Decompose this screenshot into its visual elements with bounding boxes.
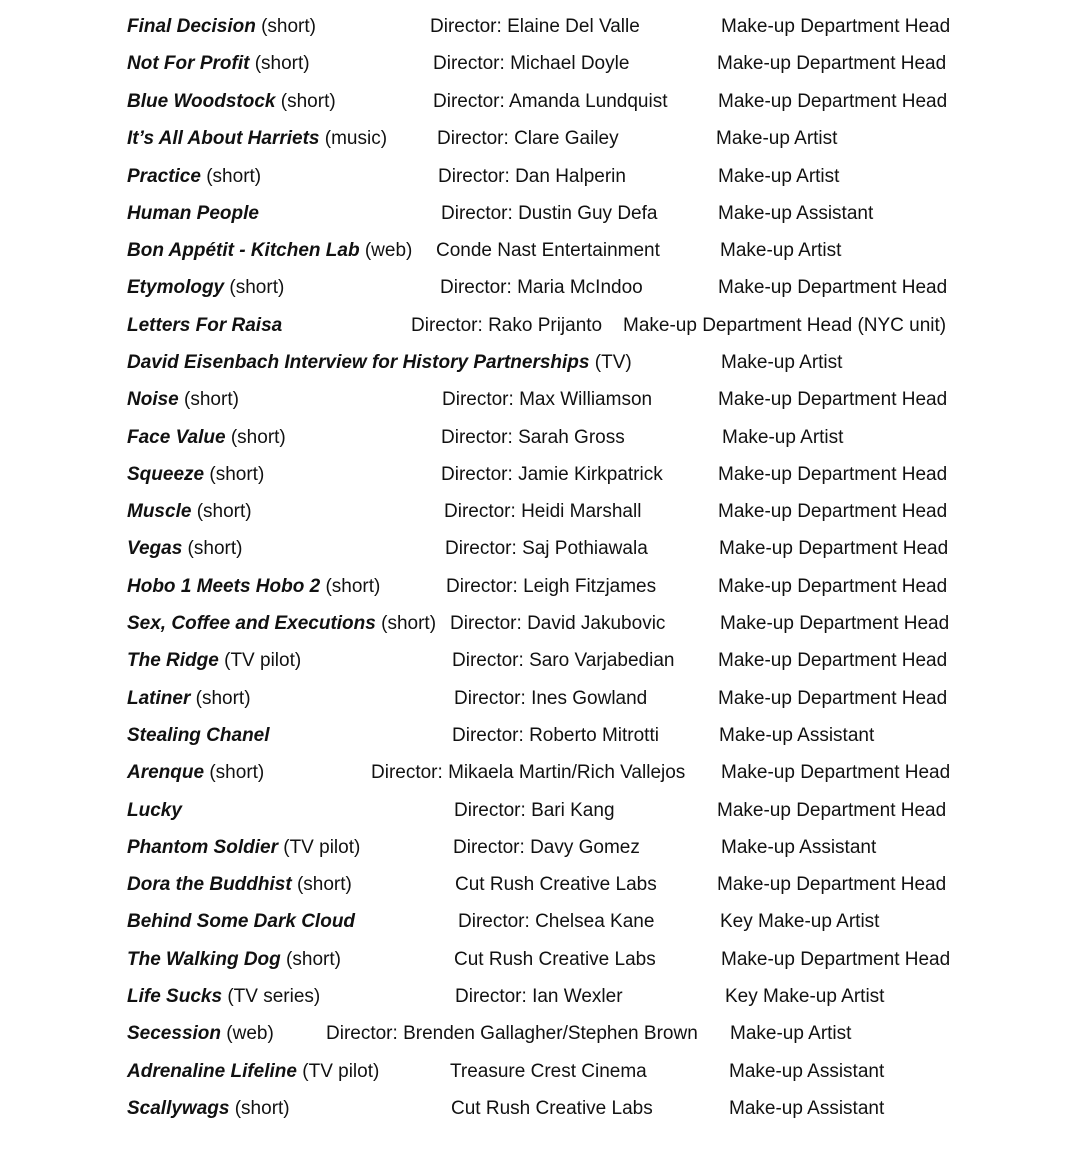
credit-title: David Eisenbach Interview for History Partnerships — [127, 352, 590, 373]
credit-row — [0, 52, 1085, 82]
credit-title: Sex, Coffee and Executions — [127, 613, 376, 634]
credit-role: Make-up Artist — [716, 128, 838, 149]
credit-title-cell — [127, 1060, 379, 1084]
credit-format: (TV) — [589, 352, 632, 373]
credit-title: It’s All About Harriets — [127, 128, 320, 149]
credit-row — [0, 649, 1085, 679]
credit-director: Director: Saj Pothiawala — [445, 538, 648, 559]
credit-format: (short) — [204, 762, 265, 783]
credit-role: Make-up Department Head — [719, 538, 949, 559]
credit-row — [0, 426, 1085, 456]
credit-role: Make-up Assistant — [719, 725, 875, 746]
credit-format: (short) — [229, 1098, 290, 1119]
credit-row — [0, 314, 1085, 344]
credit-director: Cut Rush Creative Labs — [451, 1098, 653, 1119]
credit-title: Scallywags — [127, 1098, 230, 1119]
credit-row — [0, 276, 1085, 306]
credit-role: Make-up Artist — [730, 1023, 852, 1044]
credit-title-cell — [127, 687, 251, 711]
credit-director: Treasure Crest Cinema — [450, 1061, 647, 1082]
credit-row — [0, 1097, 1085, 1127]
credit-title-cell — [127, 948, 341, 972]
credit-format: (short) — [178, 389, 239, 410]
credit-row — [0, 799, 1085, 829]
credit-director: Director: Heidi Marshall — [444, 501, 642, 522]
credit-row — [0, 836, 1085, 866]
credit-title: Face Value — [127, 427, 226, 448]
credit-director: Director: Michael Doyle — [433, 53, 630, 74]
credit-role: Key Make-up Artist — [720, 911, 880, 932]
credit-title-cell — [127, 612, 436, 636]
credit-director: Director: Mikaela Martin/Rich Vallejos — [371, 762, 686, 783]
credit-director: Conde Nast Entertainment — [436, 240, 660, 261]
credit-title: Letters For Raisa — [127, 315, 283, 336]
credit-role: Make-up Department Head — [718, 576, 948, 597]
credit-role: Make-up Artist — [722, 427, 844, 448]
credit-role: Make-up Department Head — [721, 16, 951, 37]
credit-role: Make-up Artist — [718, 166, 840, 187]
credit-title: Adrenaline Lifeline — [127, 1061, 297, 1082]
credit-role: Make-up Assistant — [729, 1061, 885, 1082]
credit-row — [0, 1060, 1085, 1090]
credit-role: Make-up Department Head — [718, 91, 948, 112]
credit-role: Make-up Department Head — [721, 762, 951, 783]
credit-director: Director: Sarah Gross — [441, 427, 625, 448]
credit-title-cell — [127, 426, 286, 450]
credit-role: Make-up Department Head — [718, 650, 948, 671]
credit-title-cell — [127, 388, 239, 412]
credit-director: Director: Dustin Guy Defa — [441, 203, 658, 224]
credit-title: Arenque — [127, 762, 205, 783]
credit-title: Dora the Buddhist — [127, 874, 292, 895]
credit-director: Director: Brenden Gallagher/Stephen Brown — [326, 1023, 698, 1044]
credit-role: Make-up Department Head — [717, 874, 947, 895]
credit-row — [0, 500, 1085, 530]
credit-title-cell — [127, 314, 282, 338]
credit-director: Director: Ian Wexler — [455, 986, 623, 1007]
credit-director: Director: Rako Prijanto — [411, 315, 603, 336]
credit-title: Behind Some Dark Cloud — [127, 911, 356, 932]
credit-role: Make-up Department Head — [718, 389, 948, 410]
credit-row — [0, 15, 1085, 45]
credit-title-cell — [127, 537, 242, 561]
credit-title-cell — [127, 165, 261, 189]
credit-role: Make-up Department Head — [718, 464, 948, 485]
credit-format: (short) — [200, 166, 262, 187]
credit-row — [0, 537, 1085, 567]
credit-title-cell — [127, 463, 264, 487]
credit-format: (short) — [225, 427, 286, 448]
credit-title: Final Decision — [127, 16, 256, 37]
credit-title-cell — [127, 836, 360, 860]
credit-director: Director: David Jakubovic — [450, 613, 666, 634]
credit-row — [0, 351, 1085, 381]
credit-title-cell — [127, 351, 632, 375]
credit-title-cell — [127, 575, 380, 599]
credit-title: The Ridge — [127, 650, 219, 671]
credit-row — [0, 463, 1085, 493]
credit-director: Cut Rush Creative Labs — [455, 874, 657, 895]
credit-row — [0, 1022, 1085, 1052]
credit-title-cell — [127, 985, 320, 1009]
credit-title: Squeeze — [127, 464, 205, 485]
credit-title-cell — [127, 724, 270, 748]
credit-title: The Walking Dog — [127, 949, 281, 970]
credit-title-cell — [127, 127, 387, 151]
credit-row — [0, 90, 1085, 120]
credit-title-cell — [127, 202, 259, 226]
credit-title-cell — [127, 276, 284, 300]
credit-format: (short) — [280, 949, 341, 970]
credit-director: Director: Jamie Kirkpatrick — [441, 464, 663, 485]
credit-format: (short) — [249, 53, 310, 74]
credit-format: (TV pilot) — [296, 1061, 380, 1082]
credit-title: Latiner — [127, 688, 191, 709]
credit-row — [0, 388, 1085, 418]
credit-format: (web) — [221, 1023, 274, 1044]
credit-title-cell — [127, 52, 310, 76]
credit-row — [0, 724, 1085, 754]
credit-title: Bon Appétit - Kitchen Lab — [127, 240, 360, 261]
credit-title-cell — [127, 873, 352, 897]
credit-format: (short) — [224, 277, 285, 298]
credit-format: (TV series) — [222, 986, 321, 1007]
credit-format: (short) — [190, 688, 251, 709]
credit-role: Make-up Department Head — [720, 613, 950, 634]
credit-row — [0, 761, 1085, 791]
credit-director: Director: Ines Gowland — [454, 688, 648, 709]
credit-title: Hobo 1 Meets Hobo 2 — [127, 576, 321, 597]
credit-title-cell — [127, 500, 252, 524]
credit-title-cell — [127, 910, 355, 934]
credit-format: (TV pilot) — [218, 650, 302, 671]
credit-row — [0, 948, 1085, 978]
credit-role: Make-up Artist — [721, 352, 843, 373]
credit-director: Director: Saro Varjabedian — [452, 650, 675, 671]
credit-format: (short) — [320, 576, 381, 597]
credit-row — [0, 873, 1085, 903]
credit-title: Etymology — [127, 277, 225, 298]
credit-title-cell — [127, 761, 264, 785]
credit-format: (short) — [255, 16, 316, 37]
credit-title-cell — [127, 15, 316, 39]
credit-role: Make-up Department Head — [718, 501, 948, 522]
credit-title: Secession — [127, 1023, 221, 1044]
credit-role: Make-up Department Head — [721, 949, 951, 970]
credit-format: (short) — [182, 538, 243, 559]
credit-title: Lucky — [127, 800, 182, 821]
credit-role: Make-up Department Head — [717, 53, 947, 74]
credit-format: (short) — [204, 464, 265, 485]
credit-title: Not For Profit — [127, 53, 250, 74]
credit-title: Muscle — [127, 501, 192, 522]
credit-title: Stealing Chanel — [127, 725, 270, 746]
credit-format: (web) — [359, 240, 413, 261]
credit-format: (music) — [319, 128, 388, 149]
credit-role: Make-up Department Head — [718, 277, 948, 298]
credit-role: Make-up Artist — [720, 240, 842, 261]
credit-title-cell — [127, 1097, 290, 1121]
credit-row — [0, 239, 1085, 269]
credit-role: Make-up Department Head — [717, 800, 947, 821]
credit-row — [0, 687, 1085, 717]
credit-director: Director: Clare Gailey — [437, 128, 619, 149]
credit-format: (short) — [191, 501, 252, 522]
credit-role: Make-up Assistant — [718, 203, 874, 224]
credit-director: Director: Chelsea Kane — [458, 911, 655, 932]
credit-row — [0, 575, 1085, 605]
credit-director: Director: Amanda Lundquist — [433, 91, 668, 112]
credit-title-cell — [127, 90, 336, 114]
credit-role: Make-up Assistant — [721, 837, 877, 858]
credit-director: Director: Dan Halperin — [438, 166, 626, 187]
credit-title: Noise — [127, 389, 179, 410]
credit-director: Director: Leigh Fitzjames — [446, 576, 657, 597]
credit-title-cell — [127, 1022, 274, 1046]
credit-format: (short) — [291, 874, 352, 895]
credit-director: Director: Bari Kang — [454, 800, 615, 821]
credit-director: Director: Davy Gomez — [453, 837, 640, 858]
credit-format: (short) — [375, 613, 437, 634]
credit-director: Cut Rush Creative Labs — [454, 949, 656, 970]
credit-title: Vegas — [127, 538, 183, 559]
credit-role: Make-up Department Head — [718, 688, 948, 709]
credit-title: Phantom Soldier — [127, 837, 278, 858]
credit-title-cell — [127, 799, 182, 823]
credit-row — [0, 127, 1085, 157]
credit-role: Make-up Assistant — [729, 1098, 885, 1119]
credit-format: (TV pilot) — [277, 837, 361, 858]
credit-row — [0, 165, 1085, 195]
credit-title: Blue Woodstock — [127, 91, 276, 112]
credit-director: Director: Maria McIndoo — [440, 277, 643, 298]
credit-director: Director: Max Williamson — [442, 389, 653, 410]
credit-row — [0, 612, 1085, 642]
credit-row — [0, 985, 1085, 1015]
credit-title: Life Sucks — [127, 986, 223, 1007]
credit-role: Key Make-up Artist — [725, 986, 885, 1007]
credit-title: Human People — [127, 203, 259, 224]
credit-title-cell — [127, 239, 412, 263]
credit-director: Director: Roberto Mitrotti — [452, 725, 659, 746]
credit-title-cell — [127, 649, 301, 673]
credit-format: (short) — [275, 91, 336, 112]
credit-director: Director: Elaine Del Valle — [430, 16, 640, 37]
credit-row — [0, 910, 1085, 940]
credit-role: Make-up Department Head (NYC unit) — [623, 315, 947, 336]
credit-row — [0, 202, 1085, 232]
credit-title: Practice — [127, 166, 201, 187]
